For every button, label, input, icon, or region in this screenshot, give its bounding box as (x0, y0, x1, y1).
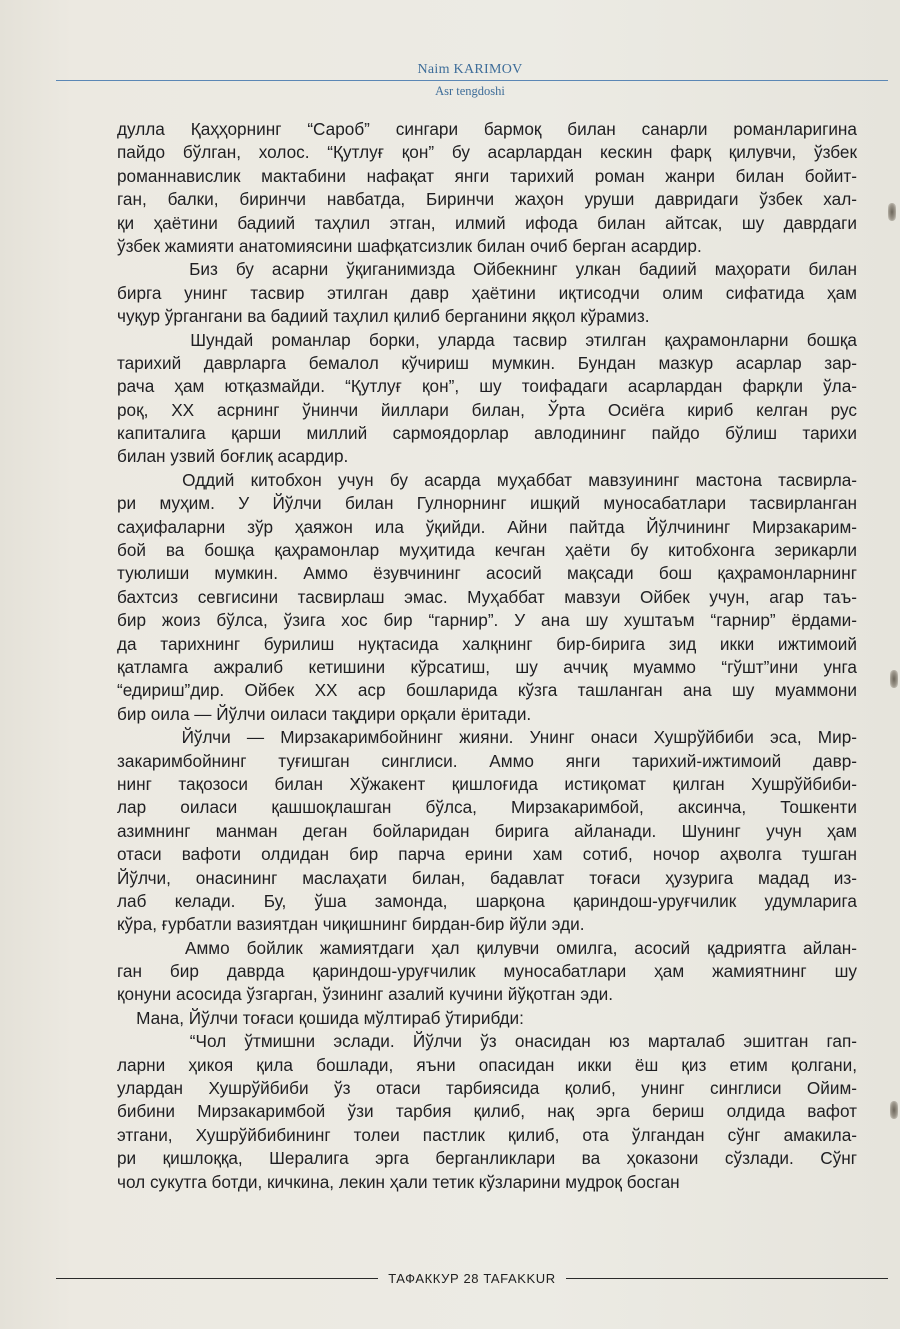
text-line: ган бир даврда қариндош-уруғчилик муносабатлари ҳам жамиятнинг шу (117, 961, 857, 982)
text-line: бирга унинг тасвир этилган давр ҳаётини иқтисодчи олим сифатида ҳам (117, 282, 857, 303)
text-line: “едириш”дир. Ойбек XX аср бошларида кўзга ташланган ана шу муаммони (117, 680, 857, 701)
text-line: туюлиши мумкин. Аммо ёзувчининг асосий мақсади бош қаҳрамонларнинг (117, 563, 857, 584)
text-line: дулла Қаҳҳорнинг “Сароб” сингари бармоқ билан санарли романларигина (117, 119, 857, 139)
text-line: нинг тақозоси билан Хўжакент қишлоғида истиқомат қилган Хушрўйбиби- (117, 773, 857, 794)
text-line: бир жоиз бўлса, ўзига хос бир “гарнир”. У ана шу хуштаъм “гарнир” ёрдами- (117, 610, 857, 631)
text-line: Мана, Йўлчи тоғаси қошида мўлтираб ўтирибди: (117, 1007, 524, 1028)
text-line: ларни ҳикоя қила бошлади, яъни опасидан икки ёш қиз етим қолгани, (117, 1054, 857, 1075)
text-line: қатламга ажралиб кетишини кўрсатиш, шу аччиқ муаммо “гўшт”ини унга (117, 656, 857, 677)
text-line: ган, балки, биринчи навбатда, Биринчи жаҳон уруши давридаги ўзбек хал- (117, 189, 857, 210)
text-line: чол сукутга ботди, кичкина, лекин ҳали тетик кўзларини мудроқ босган (117, 1171, 680, 1192)
text-line: Йўлчи — Мирзакаримбойнинг жияни. Унинг онаси Хушрўйбиби эса, Мир- (117, 727, 857, 748)
text-line: бой ва бошқа қаҳрамонлар муҳитида кечган ҳаёти бу китобхонга зерикарли (117, 540, 857, 561)
running-header-subtitle: Asr tengdoshi (435, 84, 505, 98)
page-footer (56, 1268, 888, 1288)
text-line: пайдо бўлган, холос. “Қутлуғ қон” бу асарлардан кескин фарқ қилувчи, ўзбек (117, 142, 857, 163)
text-line: лаб келади. Бу, ўша замонда, шарқона қариндош-уруғчилик удумларига (117, 890, 857, 911)
text-line: қи ҳаётини бадиий таҳлил этган, илмий ифода билан айтсак, шу даврдаги (117, 212, 857, 233)
text-line: роқ, XX асрнинг ўнинчи йиллари билан, Ўрта Осиёга кириб келган рус (117, 399, 857, 420)
text-line: билан узвий боғлиқ асардир. (117, 446, 349, 467)
text-line: рача ҳам ютқазмайди. “Қутлуғ қон”, шу тоифадаги асарлардан фарқли ўла- (117, 376, 857, 397)
text-line: закаримбойнинг туғишган синглиси. Аммо янги тарихий-ижтимоий давр- (117, 750, 857, 771)
footer-label: ТАФАККУР 28 TAFAKKUR (388, 1270, 556, 1286)
text-line: чуқур ўргангани ва бадиий таҳлил қилиб берганини яққол кўрамиз. (117, 306, 650, 327)
text-line: бибини Мирзакаримбой ўзи тарбия қилиб, нақ эрга бериш олдида вафот (117, 1101, 857, 1122)
text-line: улардан Хушрўйбиби ўз отаси тарбиясида қолиб, унинг синглиси Ойим- (117, 1078, 857, 1099)
binding-hole-mark (890, 670, 898, 688)
text-line: қонуни асосида ўзгарган, ўзининг азалий кучини йўқотган эди. (117, 984, 613, 1005)
text-line: бир оила — Йўлчи оиласи тақдири орқали ёритади. (117, 703, 532, 724)
footer-rule-left (56, 1278, 378, 1279)
text-line: саҳифаларни зўр ҳаяжон ила ўқийди. Айни пайтда Йўлчининг Мирзакарим- (117, 516, 857, 537)
text-line: лар оиласи қашшоқлашган бўлса, Мирзакаримбой, аксинча, Тошкенти (117, 797, 857, 818)
text-line: кўра, ғурбатли вазиятдан чиқишнинг бирдан-бир йўли эди. (117, 914, 585, 935)
text-line: капиталига қарши миллий сармоядорлар авлодининг пайдо бўлиш тарихи (117, 423, 857, 444)
article-body (117, 118, 857, 1194)
binding-hole-mark (888, 203, 896, 221)
text-line: Шундай романлар борки, уларда тасвир этилган қаҳрамонларни бошқа (117, 329, 857, 350)
text-line: ри муҳим. У Йўлчи билан Гулнорнинг ишқий муносабатлари тасвирланган (117, 493, 857, 514)
text-line: ўзбек жамияти анатомиясини шафқатсизлик билан очиб берган асардир. (117, 235, 702, 256)
text-line: бахтсиз севгисини тасвирлаш эмас. Муҳаббат мавзуи Ойбек учун, агар таъ- (117, 586, 857, 607)
text-line: да тарихнинг бурилиш нуқтасида халқнинг бир-бирига зид икки ижтимоий (117, 633, 857, 654)
footer-rule-right (566, 1278, 888, 1279)
binding-hole-mark (890, 1101, 898, 1119)
text-line: Йўлчи, онасининг маслаҳати билан, бадавлат тоғаси ҳузурига мадад из- (117, 867, 857, 888)
text-line: тарихий даврларга бемалол кўчириш мумкин. Бундан мазкур асарлар зар- (117, 352, 857, 373)
text-line: романнавислик мактабини нафақат янги тарихий роман жанри билан бойит- (117, 165, 857, 186)
text-line: азимнинг манман деган бойларидан бирига айланади. Шунинг учун ҳам (117, 820, 857, 841)
text-line: Оддий китобхон учун бу асарда муҳаббат мавзуининг мастона тасвирла- (117, 469, 857, 490)
text-line: отаси вафоти олдидан бир парча ерини хам сотиб, ночор аҳволга тушган (117, 844, 857, 865)
text-line: Биз бу асарни ўқиганимизда Ойбекнинг улкан бадиий маҳорати билан (117, 259, 857, 280)
running-header-author: Naim KARIMOV (417, 62, 523, 77)
text-line: этгани, Хушрўйбибининг толеи пастлик қилиб, ота ўлгандан сўнг амакила- (117, 1124, 857, 1145)
header-divider (56, 80, 888, 81)
text-line: ри қишлоққа, Шералига эрга берганликлари ва ҳоказони сўзлади. Сўнг (117, 1148, 857, 1169)
text-line: “Чол ўтмишни эслади. Йўлчи ўз онасидан юз марталаб эшитган гап- (117, 1031, 857, 1052)
text-line: Аммо бойлик жамиятдаги ҳал қилувчи омилга, асосий қадриятга айлан- (117, 937, 857, 958)
